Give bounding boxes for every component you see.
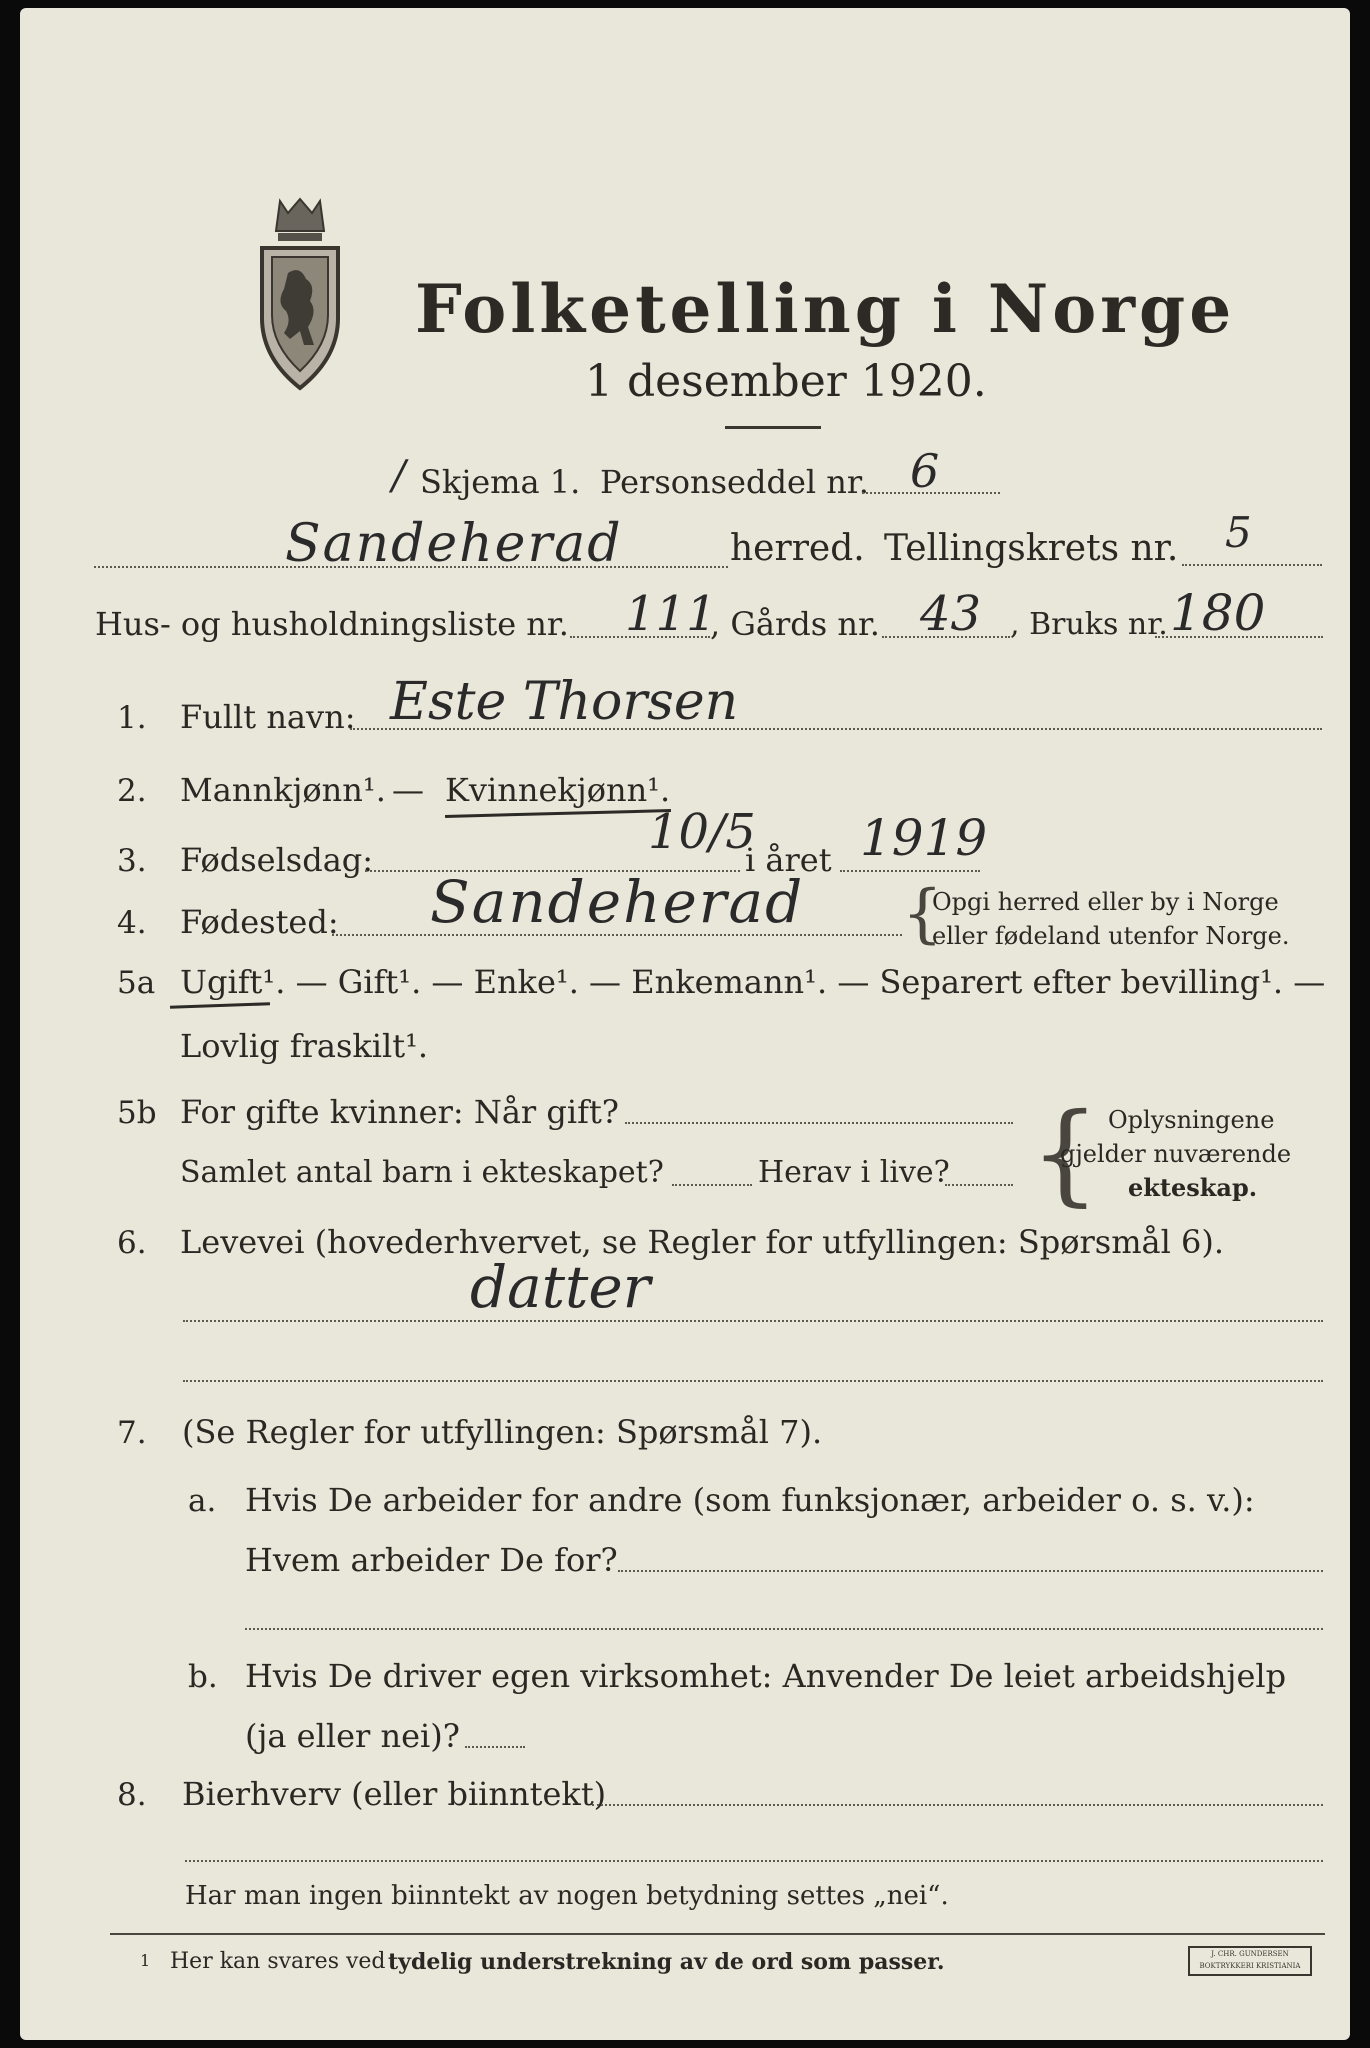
- q2-dash: —: [392, 771, 424, 809]
- q8-label: Bierhverv (eller biinntekt): [182, 1775, 607, 1813]
- q3-aaret: i året: [745, 841, 832, 879]
- q1-value: Este Thorsen: [390, 672, 739, 732]
- q6-value: datter: [470, 1253, 651, 1321]
- personseddel-value: 6: [910, 444, 940, 498]
- q5b-note-3: ekteskap.: [1128, 1173, 1258, 1202]
- q7a-letter: a.: [188, 1483, 217, 1519]
- printer-stamp-text: J. CHR. GUNDERSEN BOKTRYKKERI KRISTIANIA: [1199, 1950, 1301, 1970]
- q8-number: 8.: [117, 1777, 147, 1813]
- personseddel-label: Personseddel nr.: [600, 463, 869, 501]
- q3-year: 1919: [860, 809, 988, 867]
- q5b-line-1: For gifte kvinner: Når gift?: [180, 1093, 619, 1131]
- gards-label: , Gårds nr.: [710, 605, 880, 643]
- q7a-line: [618, 1570, 1323, 1572]
- q6-line-1: [183, 1320, 1323, 1322]
- tellingskrets-value: 5: [1225, 508, 1252, 557]
- herred-value: Sandeherad: [285, 514, 623, 574]
- q3-label: Fødselsdag:: [180, 841, 374, 879]
- bruks-label: , Bruks nr.: [1010, 607, 1168, 642]
- q1-number: 1.: [117, 700, 147, 736]
- tellingskrets-label: Tellingskrets nr.: [884, 528, 1179, 569]
- q5a-line-2: Lovlig fraskilt¹.: [180, 1027, 429, 1065]
- form-title: Folketelling i Norge: [415, 270, 1236, 348]
- q4-value: Sandeherad: [430, 868, 805, 936]
- q6-label: Levevei (hovederhvervet, se Regler for utfyllingen: Spørsmål 6).: [180, 1223, 1225, 1261]
- q5b-line-2b: Herav i live?: [758, 1155, 950, 1190]
- footnote-bold: tydelig understrekning av de ord som passer.: [388, 1949, 945, 1975]
- q2-mann: Mannkjønn¹.: [180, 771, 386, 809]
- herred-label: herred.: [730, 528, 865, 569]
- q7a-line-2: Hvem arbeider De for?: [245, 1541, 618, 1579]
- census-form: [20, 8, 1350, 2040]
- q4-note-2: eller fødeland utenfor Norge.: [932, 922, 1290, 950]
- q8-line-2: [185, 1860, 1323, 1862]
- q4-number: 4.: [117, 905, 147, 941]
- q1-label: Fullt navn:: [180, 698, 356, 736]
- q5b-live-line: [945, 1184, 1013, 1186]
- footnote-text: Her kan svares ved: [170, 1949, 386, 1974]
- q5b-line-2a: Samlet antal barn i ekteskapet?: [180, 1155, 664, 1190]
- tellingskrets-line: [1182, 564, 1322, 566]
- q5a-number: 5a: [117, 965, 156, 1001]
- q5a-underline: [170, 1002, 270, 1008]
- q5b-barn-line: [672, 1184, 752, 1186]
- husholdning-value: 111: [625, 586, 717, 642]
- q2-kvinne: Kvinnekjønn¹.: [445, 771, 671, 809]
- footnote-rule: [110, 1933, 1325, 1935]
- q5b-gift-line: [625, 1122, 1013, 1124]
- skjema-label: Skjema 1.: [420, 463, 581, 501]
- q2-underline: [445, 809, 671, 818]
- bruks-value: 180: [1170, 584, 1266, 642]
- q5b-number: 5b: [117, 1095, 157, 1131]
- q2-number: 2.: [117, 773, 147, 809]
- q5b-note-1: Oplysningene: [1108, 1106, 1275, 1134]
- q5b-brace: {: [1030, 1089, 1100, 1217]
- q4-brace: {: [902, 877, 943, 951]
- q8-line-1: [592, 1804, 1323, 1806]
- q6-line-2: [183, 1380, 1323, 1382]
- q7-number: 7.: [117, 1415, 147, 1451]
- q7a-line-1: Hvis De arbeider for andre (som funksjonær, arbeider o. s. v.):: [245, 1481, 1255, 1519]
- footnote-mark: 1: [140, 1951, 151, 1970]
- q7b-line-1: Hvis De driver egen virksomhet: Anvender De leiet arbeidshjelp: [245, 1657, 1287, 1695]
- q7b-line-2: (ja eller nei)?: [245, 1717, 460, 1755]
- q3-year-line: [840, 870, 980, 872]
- q4-label: Fødested:: [180, 903, 339, 941]
- title-divider: [725, 426, 821, 429]
- q4-note-1: Opgi herred eller by i Norge: [932, 888, 1279, 916]
- q7a-line-extra: [245, 1628, 1323, 1630]
- q5b-note-2: gjelder nuværende: [1060, 1140, 1292, 1168]
- census-date: 1 desember 1920.: [585, 356, 987, 407]
- q3-value: 10/5: [648, 804, 756, 860]
- q3-number: 3.: [117, 843, 147, 879]
- husholdning-label: Hus- og husholdningsliste nr.: [95, 605, 569, 643]
- gards-value: 43: [920, 586, 982, 642]
- q7b-letter: b.: [188, 1659, 218, 1695]
- printer-stamp: [1188, 1946, 1312, 1976]
- q5a-line-1: Ugift¹. — Gift¹. — Enke¹. — Enkemann¹. — Separert efter bevilling¹. —: [180, 963, 1326, 1001]
- q7-label: (Se Regler for utfyllingen: Spørsmål 7).: [182, 1413, 823, 1451]
- note-nei: Har man ingen biinntekt av nogen betydning settes „nei“.: [185, 1881, 949, 1911]
- q7b-line: [465, 1746, 525, 1748]
- skjema-mark: /: [392, 453, 406, 499]
- q6-number: 6.: [117, 1225, 147, 1261]
- herred-line: [94, 566, 728, 568]
- coat-of-arms-icon: [250, 193, 350, 393]
